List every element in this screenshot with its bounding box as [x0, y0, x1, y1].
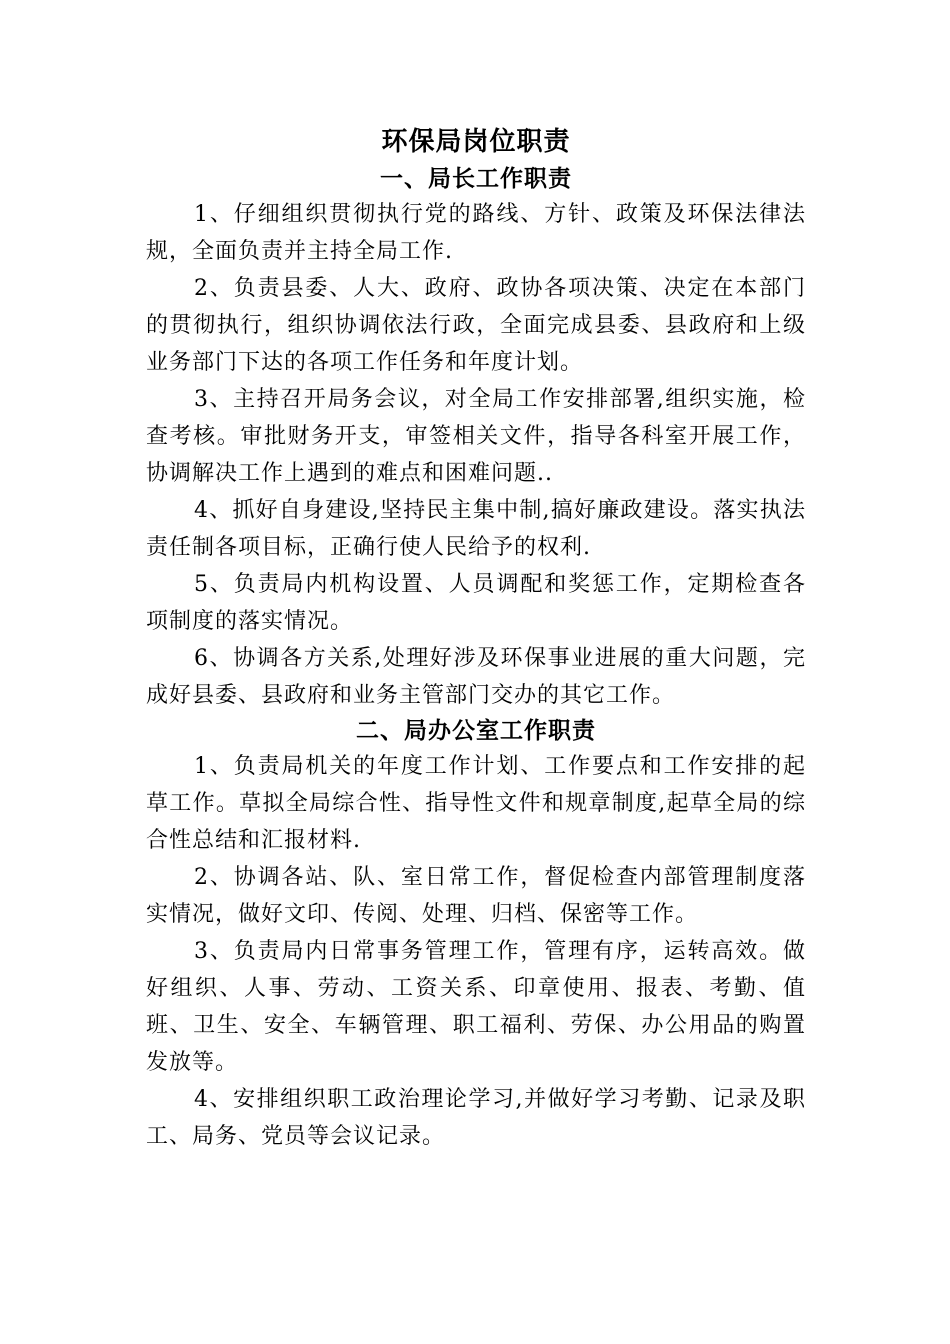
director-duty-1: 1、仔细组织贯彻执行党的路线、方针、政策及环保法律法规，全面负责并主持全局工作. [146, 202, 806, 264]
office-duty-3: 3、负责局内日常事务管理工作，管理有序，运转高效。做好组织、人事、劳动、工资关系、印章使用、报表、考勤、值班、卫生、安全、车辆管理、职工福利、劳保、办公用品的购置发放等。 [146, 939, 806, 1075]
office-duty-1: 1、负责局机关的年度工作计划、工作要点和工作安排的起草工作。草拟全局综合性、指导性文件和规章制度,起草全局的综合性总结和汇报材料. [146, 754, 806, 853]
section-heading-office: 二、局办公室工作职责 [356, 718, 596, 744]
director-duty-2: 2、负责县委、人大、政府、政协各项决策、决定在本部门的贯彻执行，组织协调依法行政，全面完成县委、县政府和上级业务部门下达的各项工作任务和年度计划。 [146, 276, 806, 375]
director-duty-3: 3、主持召开局务会议，对全局工作安排部署,组织实施，检查考核。审批财务开支，审签相关文件，指导各科室开展工作，协调解决工作上遇到的难点和困难问题.. [146, 387, 806, 486]
document-title: 环保局岗位职责 [381, 127, 571, 157]
director-duty-4: 4、抓好自身建设,坚持民主集中制,搞好廉政建设。落实执法责任制各项目标，正确行使人民给予的权利. [146, 498, 806, 560]
office-duty-4: 4、安排组织职工政治理论学习,并做好学习考勤、记录及职工、局务、党员等会议记录。 [146, 1087, 806, 1149]
director-duty-5: 5、负责局内机构设置、人员调配和奖惩工作，定期检查各项制度的落实情况。 [146, 572, 806, 634]
section-heading-director: 一、局长工作职责 [380, 166, 572, 192]
document-page [146, 122, 806, 1155]
office-duty-2: 2、协调各站、队、室日常工作，督促检查内部管理制度落实情况，做好文印、传阅、处理、归档、保密等工作。 [146, 865, 806, 927]
director-duty-6: 6、协调各方关系,处理好涉及环保事业进展的重大问题，完成好县委、县政府和业务主管部门交办的其它工作。 [146, 646, 806, 708]
